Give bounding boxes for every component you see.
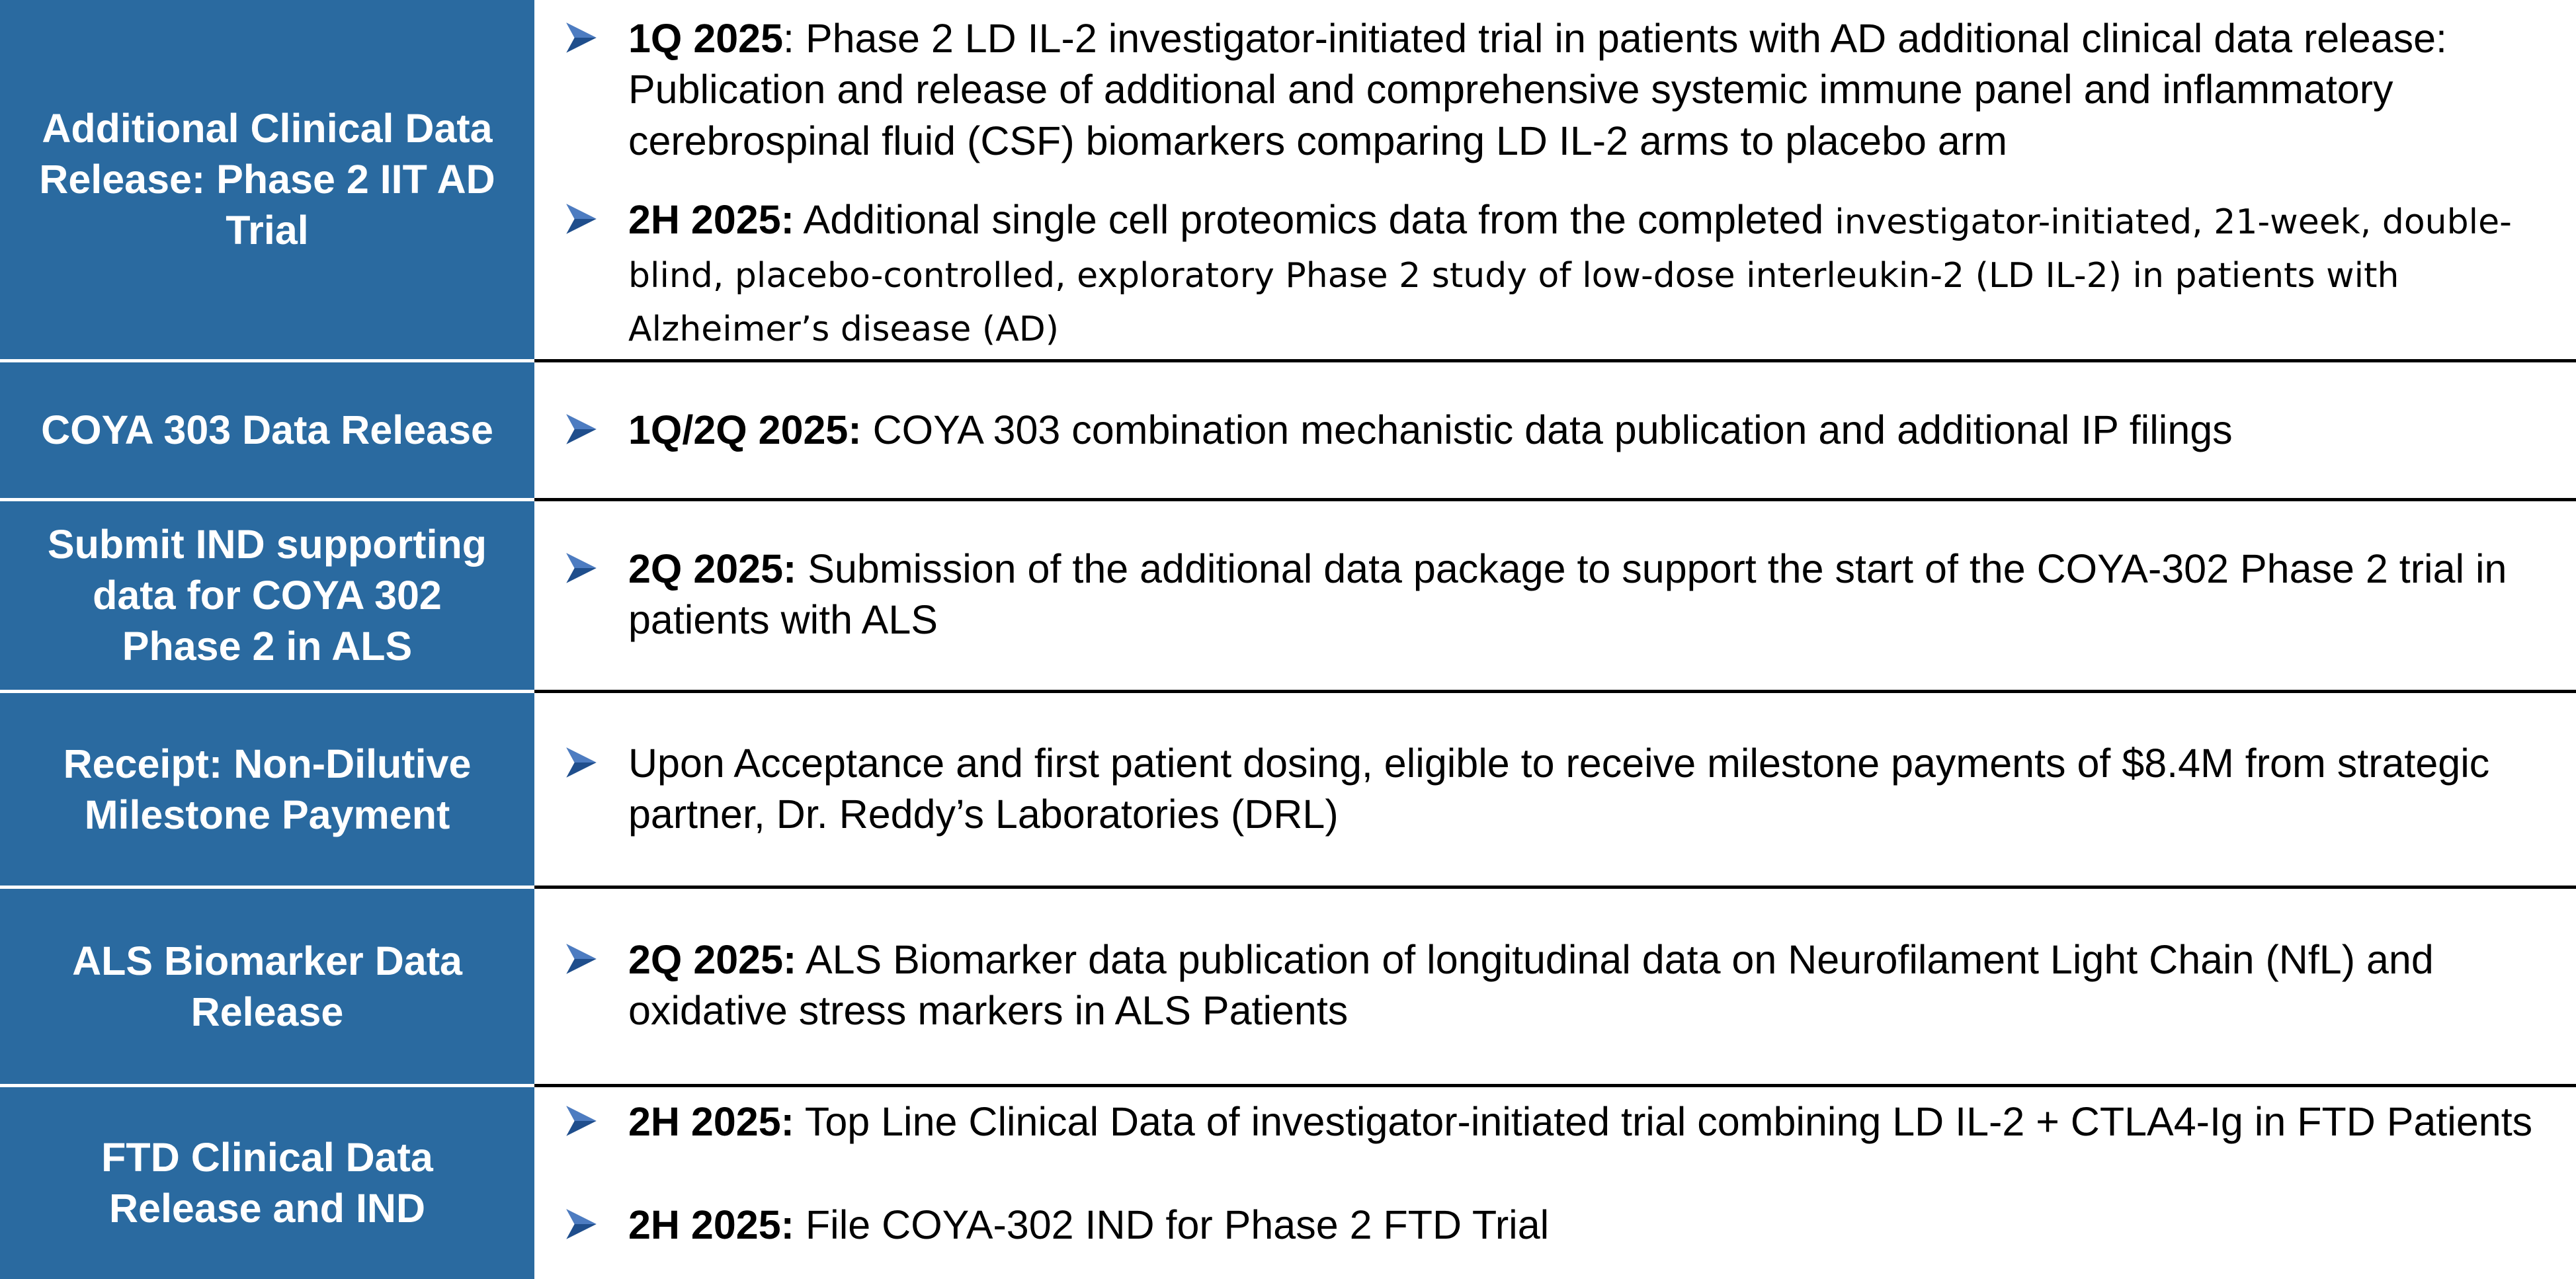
- milestone-bullet: [561, 1200, 2550, 1251]
- milestone-bullet: [561, 1096, 2550, 1147]
- arrow-bullet-icon: [561, 198, 602, 239]
- milestone-label: [0, 0, 534, 359]
- milestone-row: [0, 362, 2576, 498]
- milestone-label-line: FTD Clinical Data: [101, 1135, 433, 1180]
- milestone-date-separator: [862, 407, 873, 452]
- milestone-label-line: Additional Clinical Data: [42, 106, 493, 151]
- arrow-bullet-icon: [561, 409, 602, 450]
- milestone-date-separator: [796, 546, 808, 591]
- milestone-date: 2Q 2025:: [628, 546, 797, 591]
- milestone-bullet: [561, 194, 2550, 355]
- milestone-description: COYA 303 combination mechanistic data publication and additional IP filings: [872, 407, 2233, 452]
- arrow-bullet-icon: [561, 938, 602, 979]
- milestone-bullet: [561, 405, 2550, 456]
- milestone-row: [0, 889, 2576, 1084]
- milestone-date: 2Q 2025:: [628, 937, 797, 982]
- milestone-description: Top Line Clinical Data of investigator-initiated trial combining LD IL-2 + CTLA4-Ig in FTD Patients: [804, 1099, 2533, 1144]
- arrow-bullet-icon: [561, 1204, 602, 1245]
- milestone-description: ALS Biomarker data publication of longitudinal data on Neurofilament Light Chain (NfL) and oxidative stress markers in ALS Patients: [628, 937, 2434, 1034]
- milestone-label: [0, 693, 534, 886]
- arrow-bullet-icon: [561, 1100, 602, 1141]
- milestone-description-detail: investigator-initiated, 21-week, double-blind, placebo-controlled, exploratory Phase 2 study of low-dose interleukin-2 (LD IL-2) in patients with Alzheimer’s disease (AD): [628, 202, 2512, 349]
- milestone-date-separator: [796, 937, 806, 982]
- milestone-label-line: Trial: [226, 207, 309, 253]
- milestone-label-line: Release and IND: [108, 1186, 426, 1231]
- milestone-content: [534, 362, 2576, 498]
- milestone-date: 1Q 2025: [628, 16, 784, 61]
- milestone-description: Upon Acceptance and first patient dosing, eligible to receive milestone payments of $8.4M from strategic partner, Dr. Reddy’s Laboratories (DRL): [628, 741, 2490, 837]
- arrow-bullet-icon: [561, 548, 602, 589]
- milestone-row: [0, 693, 2576, 886]
- milestone-date: 2H 2025:: [628, 1099, 794, 1144]
- milestone-label-line: Submit IND supporting: [47, 522, 487, 567]
- milestone-label: [0, 501, 534, 690]
- milestone-content: [534, 501, 2576, 690]
- milestone-date-separator: :: [783, 16, 806, 61]
- milestone-row: [0, 0, 2576, 359]
- milestone-content: [534, 0, 2576, 359]
- milestone-bullet: [561, 934, 2550, 1037]
- milestone-row: [0, 501, 2576, 690]
- milestone-label: [0, 889, 534, 1084]
- milestone-date-separator: [794, 1099, 805, 1144]
- milestone-label-line: Release: [190, 989, 344, 1034]
- milestone-label-line: Receipt: Non-Dilutive: [63, 741, 472, 786]
- milestone-description: Phase 2 LD IL-2 investigator-initiated trial in patients with AD additional clinical data release: Publication and release of additional and comprehensive systemic immune panel and inflammatory cerebrospinal fluid (CSF) biomarkers comparing LD IL-2 arms to placebo arm: [628, 16, 2447, 163]
- milestone-label-line: COYA 303 Data Release: [41, 407, 493, 453]
- milestone-date: 2H 2025:: [628, 197, 794, 242]
- milestone-label-line: ALS Biomarker Data: [72, 938, 462, 983]
- milestone-description: Submission of the additional data package to support the start of the COYA-302 Phase 2 trial in patients with ALS: [628, 546, 2507, 643]
- milestone-bullet: [561, 738, 2550, 841]
- milestone-content: [534, 1087, 2576, 1279]
- milestone-bullet: [561, 13, 2550, 167]
- arrow-bullet-icon: [561, 742, 602, 783]
- arrow-bullet-icon: [561, 17, 602, 58]
- milestone-label-line: Milestone Payment: [84, 792, 450, 837]
- milestone-label-line: Release: Phase 2 IIT AD: [39, 157, 495, 202]
- milestone-description: File COYA-302 IND for Phase 2 FTD Trial: [805, 1202, 1550, 1247]
- milestone-bullet: [561, 544, 2550, 646]
- milestone-label-line: data for COYA 302: [93, 573, 442, 618]
- milestone-date: 1Q/2Q 2025:: [628, 407, 862, 452]
- milestone-content: [534, 693, 2576, 886]
- milestone-date-separator: [794, 1202, 806, 1247]
- milestone-content: [534, 889, 2576, 1084]
- milestone-date-separator: [794, 197, 804, 242]
- milestone-label: [0, 1087, 534, 1279]
- milestone-row: [0, 1087, 2576, 1279]
- milestone-label-line: Phase 2 in ALS: [122, 623, 413, 669]
- milestone-date: 2H 2025:: [628, 1202, 794, 1247]
- milestone-label: [0, 362, 534, 498]
- milestone-description: Additional single cell proteomics data from the completed: [803, 197, 1835, 242]
